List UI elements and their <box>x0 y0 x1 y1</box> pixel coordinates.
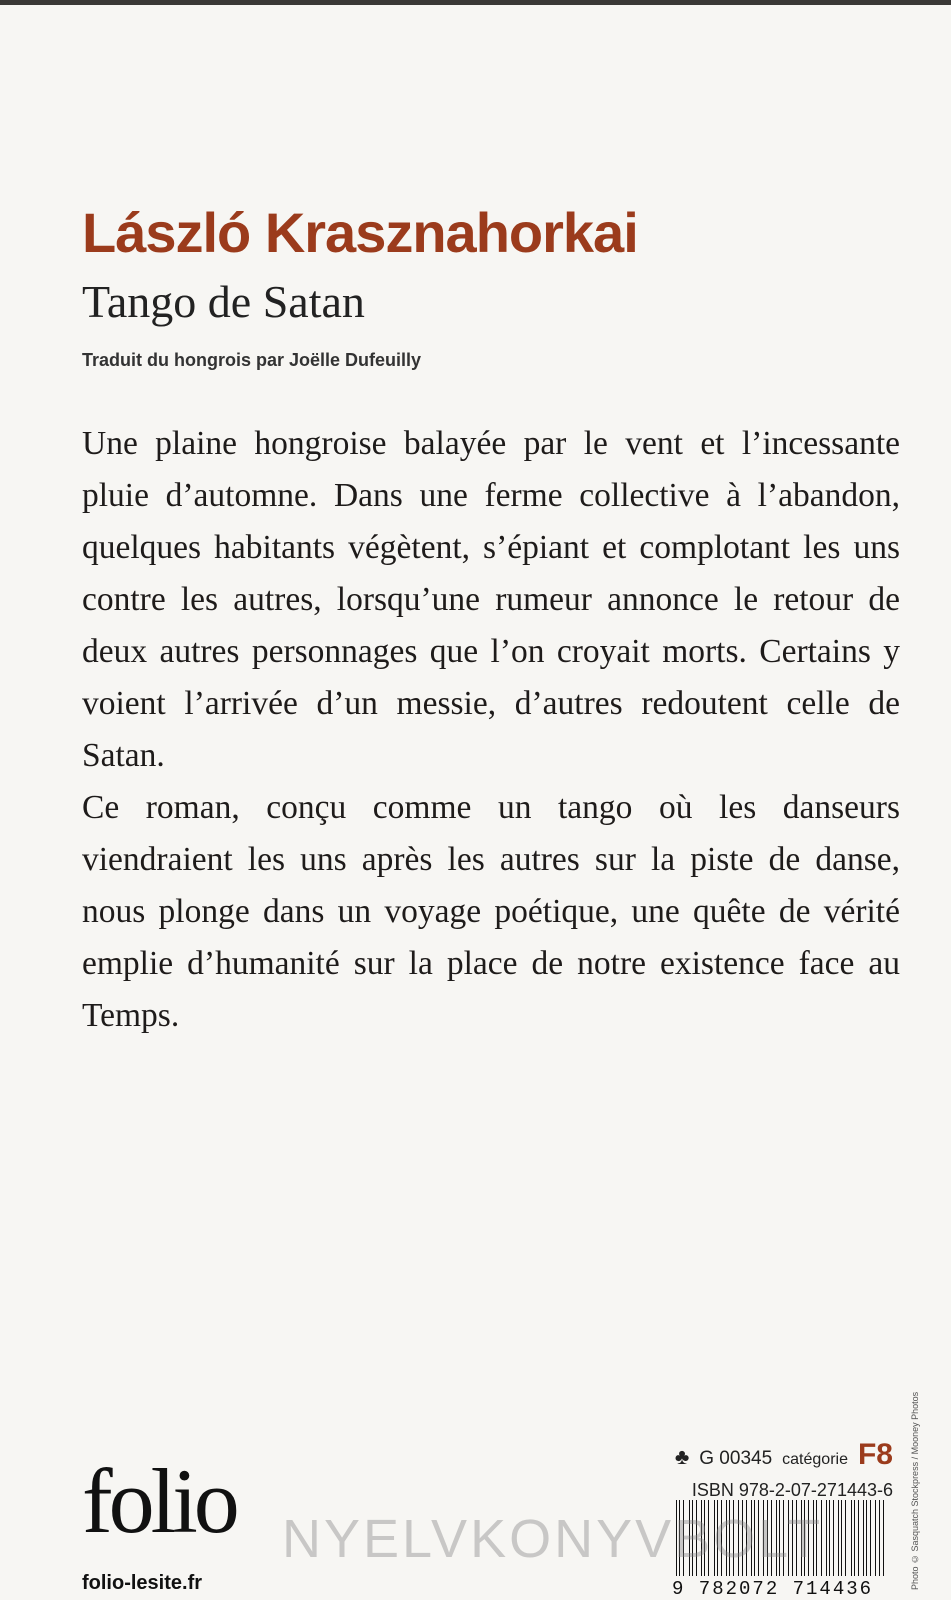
author-name: László Krasznahorkai <box>82 201 638 264</box>
photo-credit: Photo © Sasquatch Stockpress / Mooney Photos <box>910 1391 920 1590</box>
translator-credit: Traduit du hongrois par Joëlle Dufeuilly <box>82 350 422 370</box>
folio-logo: folio <box>82 1450 236 1552</box>
category-label: catégorie <box>782 1451 848 1468</box>
folio-website: folio-lesite.fr <box>82 1572 203 1594</box>
barcode-digits: 9 782072 714436 <box>672 1578 874 1600</box>
category-code: F8 <box>857 1438 893 1471</box>
isbn: ISBN 978-2-07-271443-6 <box>691 1480 893 1500</box>
blurb-paragraph: Une plaine hongroise balayée par le vent et l’incessante pluie d’automne. Dans une ferme collective à l’abandon, quelques habitants végètent, s’épiant et complotant les uns contre les autres, lorsqu’une rumeur annonce le retour de deux autres personnages que l’on croyait morts. Certains y voient l’arrivée d’un messie, d’autres redoutent celle de Satan. <box>82 425 900 774</box>
back-cover-blurb <box>82 418 900 1042</box>
gallimard-logo-icon: ♣ <box>674 1444 690 1469</box>
blurb-paragraph: Ce roman, conçu comme un tango où les danseurs viendraient les uns après les autres sur la piste de danse, nous plonge dans un voyage poétique, une quête de vérité emplie d’humanité sur la place de notre existence face au Temps. <box>82 789 900 1034</box>
publisher-code: G 00345 <box>699 1448 773 1469</box>
watermark: NYELVKONYVBOLT <box>282 1509 824 1569</box>
publisher-code-line <box>675 1438 893 1472</box>
cover-top-edge <box>0 0 951 5</box>
book-title: Tango de Satan <box>82 276 365 327</box>
